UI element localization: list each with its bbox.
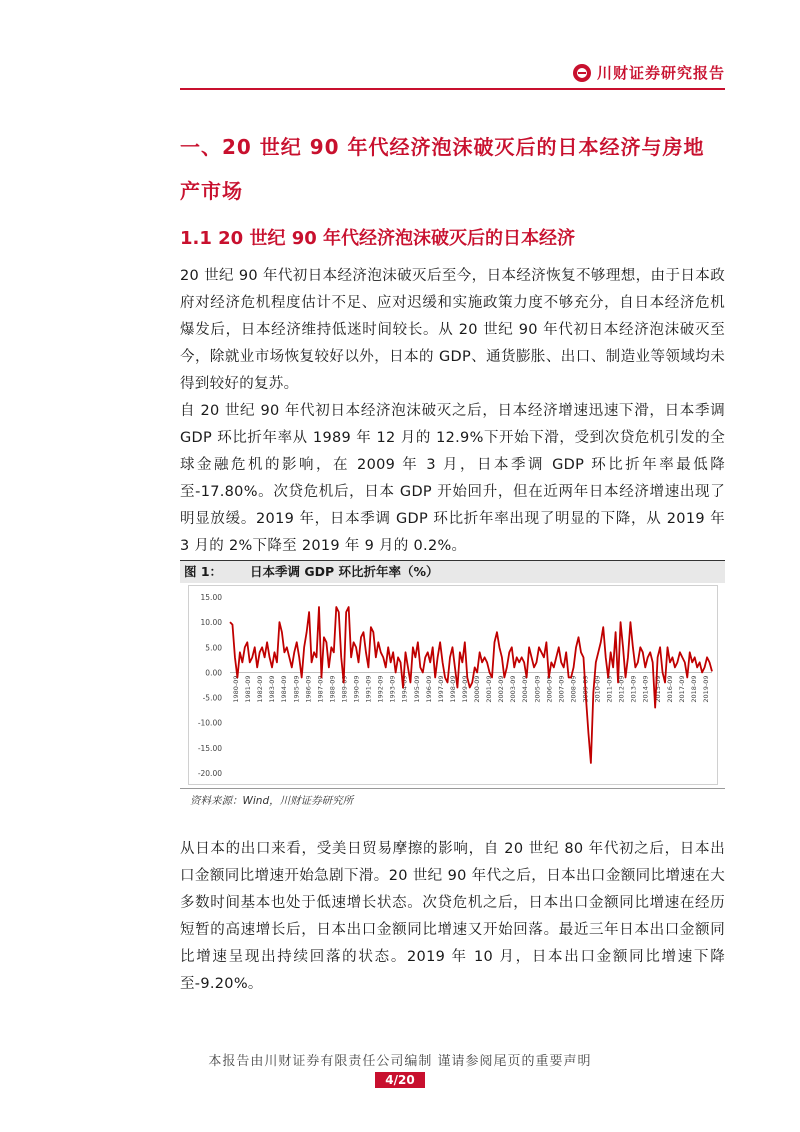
series-line [230,607,712,763]
x-tick-label: 2004-09 [521,675,530,703]
x-tick-label: 1983-09 [268,675,277,703]
x-tick-label: 1996-09 [424,675,433,703]
x-tick-label: 1984-09 [280,675,289,703]
x-tick-label: 2015-09 [653,675,662,703]
figure-title: 日本季调 GDP 环比折年率（%） [250,564,439,579]
x-tick-label: 1985-09 [292,675,301,703]
x-tick-label: 1989-09 [340,675,349,703]
figure-source: 资料来源：Wind，川财证券研究所 [190,795,354,807]
x-tick-label: 1995-09 [412,675,421,703]
x-tick-label: 1987-09 [316,675,325,703]
footer-disclaimer: 本报告由川财证券有限责任公司编制 谨请参阅尾页的重要声明 [208,1054,592,1069]
y-tick-label: -15.00 [197,743,222,753]
chuancai-logo-icon [573,64,591,82]
page-number: 4/20 [375,1072,425,1088]
x-tick-label: 1992-09 [376,675,385,703]
gdp-chart [188,585,718,785]
x-tick-label: 2017-09 [677,675,686,703]
brand [573,62,725,83]
figure-separator [180,788,725,789]
x-tick-label: 2019-09 [701,675,710,703]
report-header [180,60,725,90]
x-tick-label: 2010-09 [593,675,602,703]
x-tick-label: 1986-09 [304,675,313,703]
y-tick-label: -20.00 [197,769,222,778]
x-tick-label: 2008-09 [569,675,578,703]
brand-name: 川财证券研究报告 [596,64,725,82]
subsection-title: 1.1 20 世纪 90 年代经济泡沫破灭后的日本经济 [180,228,576,249]
x-tick-label: 2006-09 [545,675,554,703]
x-tick-label: 1998-09 [448,675,457,703]
x-tick-label: 2001-09 [485,675,494,703]
x-tick-label: 2018-09 [689,675,698,703]
y-tick-label: 0.00 [205,668,222,678]
x-tick-label: 2013-09 [629,675,638,703]
x-tick-label: 1990-09 [352,675,361,703]
y-tick-label: 5.00 [205,643,222,653]
x-tick-label: 1981-09 [244,675,253,703]
y-tick-label: -5.00 [202,693,222,703]
x-tick-label: 1999-09 [460,675,469,703]
x-tick-label: 2009-09 [581,675,590,703]
paragraph-3: 从日本的出口来看，受美日贸易摩擦的影响，自 20 世纪 80 年代初之后，日本出口金额同比增速开始急剧下滑。20 世纪 90 年代之后，日本出口金额同比增速在大多数时间基本也处于低速增长状态。次贷危机之后，日本出口金额同比增速在经历短暂的高速增长后，日本出口金额同比增速又开始回落。最近三年日本出口金额同比增速呈现出持续回落的状态。2019 年 10 月，日本出口金额同比增速下降至-9.20%。 [180,841,725,992]
header-rule [180,88,725,90]
x-tick-label: 2016-09 [665,675,674,703]
gdp-chart-svg [188,585,718,785]
figure-number: 图 1： [184,564,223,579]
x-tick-label: 1997-09 [436,675,445,703]
x-tick-label: 1994-09 [400,675,409,703]
x-tick-label: 1993-09 [388,675,397,703]
x-tick-label: 2002-09 [497,675,506,703]
x-tick-label: 2003-09 [509,675,518,703]
x-tick-label: 2011-09 [605,675,614,703]
x-tick-label: 2012-09 [617,675,626,703]
y-tick-label: -10.00 [197,718,222,728]
section-title: 一、20 世纪 90 年代经济泡沫破灭后的日本经济与房地产市场 [180,135,705,203]
x-tick-label: 1988-09 [328,675,337,703]
x-tick-label: 2005-09 [533,675,542,703]
y-tick-label: 10.00 [200,618,222,628]
figure-title-bar [180,560,725,583]
x-tick-label: 1991-09 [364,675,373,703]
x-tick-label: 1982-09 [256,675,265,703]
x-tick-label: 2000-09 [473,675,482,703]
x-tick-label: 2014-09 [641,675,650,703]
y-tick-label: 15.00 [200,593,222,602]
x-tick-label: 2007-09 [557,675,566,703]
paragraph-1: 20 世纪 90 年代初日本经济泡沫破灭后至今，日本经济恢复不够理想，由于日本政府对经济危机程度估计不足、应对迟缓和实施政策力度不够充分，自日本经济危机爆发后，日本经济维持低迷时间较长。从 20 世纪 90 年代初日本经济泡沫破灭至今，除就业市场恢复较好以外，日本的 GDP、通货膨胀、出口、制造业等领域均未得到较好的复苏。 [180,268,725,392]
paragraph-2: 自 20 世纪 90 年代初日本经济泡沫破灭之后，日本经济增速迅速下滑，日本季调 GDP 环比折年率从 1989 年 12 月的 12.9%下开始下滑，受到次贷危机引发的全球金融危机的影响，在 2009 年 3 月，日本季调 GDP 环比折年率最低降至-17.80%。次贷危机后，日本 GDP 开始回升，但在近两年日本经济增速出现了明显放缓。2019 年，日本季调 GDP 环比折年率出现了明显的下降，从 2019 年 3 月的 2%下降至 2019 年 9 月的 0.2%。 [180,403,725,554]
x-tick-label: 1980-09 [232,675,241,703]
